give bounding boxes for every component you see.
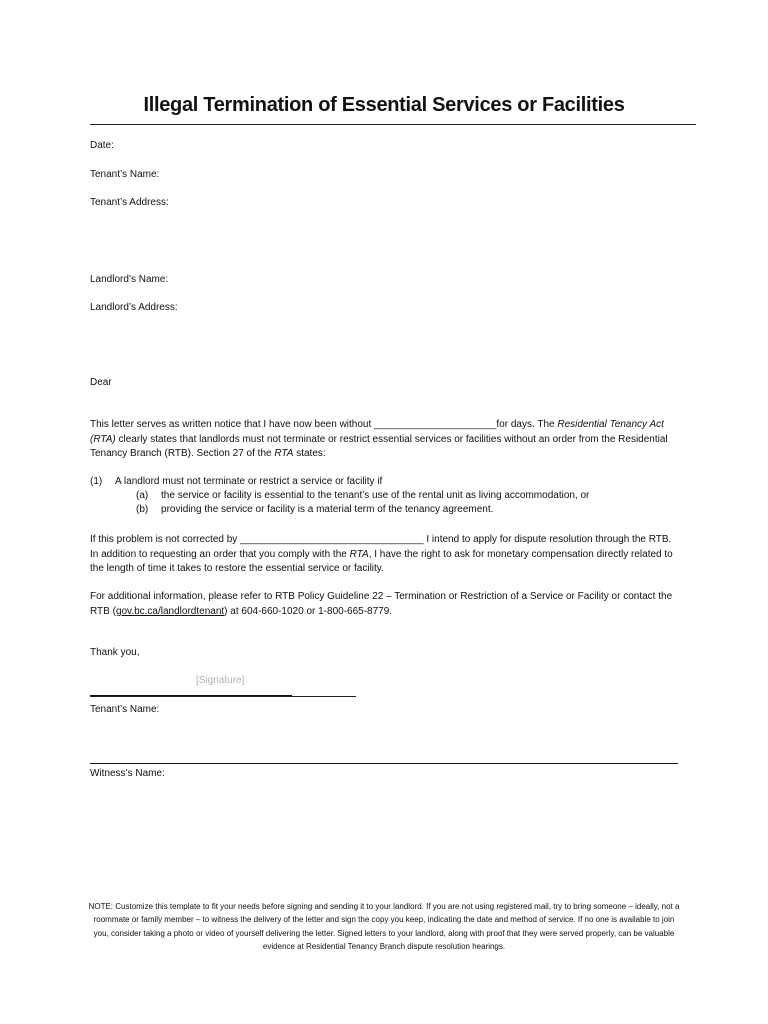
title-underline	[90, 124, 696, 125]
item-a-label: (a)	[136, 490, 149, 501]
item-b-label: (b)	[136, 504, 149, 515]
notice-text-1: This letter serves as written notice that I have now been without ______________________for days. The	[90, 419, 558, 430]
witness-line	[90, 763, 678, 764]
dispute-text-2: , I have the right to ask for monetary compensation directly related to the length of time it takes to restore the essential service or facility.	[90, 548, 673, 574]
tenant-address-label: Tenant’s Address:	[90, 197, 169, 208]
info-text-2: ) at 604-660-1020 or 1-800-665-8779.	[224, 605, 393, 617]
landlord-address-label: Landlord’s Address:	[90, 302, 178, 313]
rtb-website-link[interactable]: gov.bc.ca/landlordtenant	[115, 605, 225, 617]
section-number: (1)	[90, 476, 103, 487]
item-b-text: providing the service or facility is a material term of the tenancy agreement.	[161, 504, 494, 515]
dispute-text-1: If this problem is not corrected by _________________________________ I intend to apply for dispute resolution through the RTB. In addition to requesting an order that you comply with the	[90, 534, 672, 560]
tenant-name-label: Tenant’s Name:	[90, 169, 160, 180]
section-1-line	[90, 476, 382, 487]
act-abbrev: RTA	[274, 448, 294, 459]
signature-line	[90, 696, 356, 697]
note-text: NOTE: Customize this template to fit your needs before signing and sending it to your landlord. If you are not using registered mail, try to bring someone – ideally, not a roommate or family member – to witness the delivery of the letter and sign the copy you keep, indicating the date and method of service. If no one is available to join you, consider taking a photo or video of yourself delivering the letter. Signed letters to your landlord, along with proof that they were served properly, can be valuable evidence at Residential Tenancy Branch dispute resolution hearings.	[88, 902, 680, 952]
salutation: Dear	[90, 377, 112, 388]
info-text-1: For additional information, please refer to RTB Policy Guideline 22 – Termination or Restriction of a Service or Facility or contact the RTB (	[90, 591, 673, 617]
witness-name-label: Witness’s Name:	[90, 768, 165, 779]
signature-placeholder[interactable]: [Signature]	[196, 675, 245, 686]
signature-tenant-name-label: Tenant’s Name:	[90, 704, 160, 715]
notice-text-3: states:	[293, 448, 326, 459]
notice-paragraph	[90, 418, 680, 462]
closing: Thank you,	[90, 647, 140, 658]
signature-line-accent	[90, 695, 292, 696]
info-paragraph	[90, 590, 680, 619]
act-abbrev-2: RTA	[349, 548, 369, 560]
section-item-a	[136, 490, 589, 501]
act-name: Residential Tenancy Act (RTA)	[90, 419, 664, 445]
dispute-paragraph	[90, 533, 680, 577]
date-label: Date:	[90, 140, 114, 151]
notice-text-2: clearly states that landlords must not terminate or restrict essential services or facilities without an order from the Residential Tenancy Branch (RTB). Section 27 of the	[90, 433, 668, 459]
section-text: A landlord must not terminate or restrict a service or facility if	[115, 476, 383, 487]
document-title: Illegal Termination of Essential Services or Facilities	[143, 94, 625, 116]
note-paragraph	[88, 900, 680, 954]
item-a-text: the service or facility is essential to the tenant’s use of the rental unit as living accommodation, or	[161, 490, 590, 501]
section-item-b	[136, 504, 493, 515]
landlord-name-label: Landlord’s Name:	[90, 274, 169, 285]
